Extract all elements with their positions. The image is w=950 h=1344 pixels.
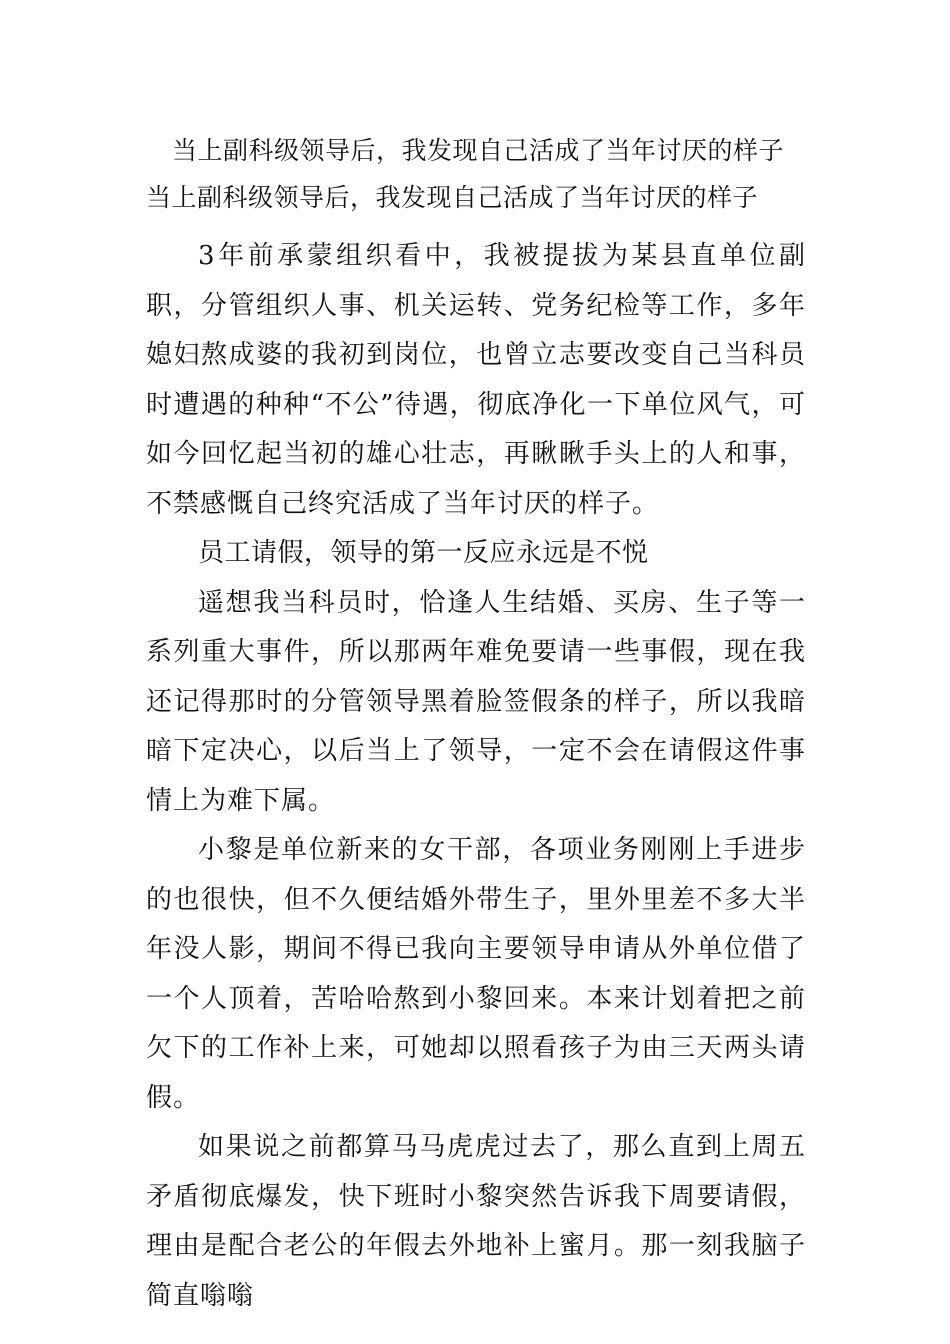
paragraph-conflict: 如果说之前都算马马虎虎过去了，那么直到上周五矛盾彻底爆发，快下班时小黎突然告诉我下周要请假，理由是配合老公的年假去外地补上蜜月。那一刻我脑子简直嗡嗡 [146,1132,806,1311]
paragraph-recollection: 遥想我当科员时，恰逢人生结婚、买房、生子等一系列重大事件，所以那两年难免要请一些事假，现在我还记得那时的分管领导黑着脸签假条的样子，所以我暗暗下定决心，以后当上了领导，一定不会在请假这件事情上为难下属。 [146,587,806,816]
section-heading-leave: 员工请假，领导的第一反应永远是不悦 [198,538,649,568]
paragraph-xiaoli: 小黎是单位新来的女干部，各项业务刚刚上手进步的也很快，但不久便结婚外带生子，里外里差不多大半年没人影，期间不得已我向主要领导申请从外单位借了一个人顶着，苦哈哈熬到小黎回来。本来计划着把之前欠下的工作补上来，可她却以照看孩子为由三天两头请假。 [146,835,806,1113]
document-title-repeat: 当上副科级领导后，我发现自己活成了当年讨厌的样子 [146,183,759,212]
document-title: 当上副科级领导后，我发现自己活成了当年讨厌的样子 [172,136,785,165]
document-body [146,232,806,1321]
paragraph-promotion: 3年前承蒙组织看中，我被提拔为某县直单位副职，分管组织人事、机关运转、党务纪检等工作，多年媳妇熬成婆的我初到岗位，也曾立志要改变自己当科员时遭遇的种种“不公”待遇，彻底净化一下单位风气，可如今回忆起当初的雄心壮志，再瞅瞅手头上的人和事，不禁感慨自己终究活成了当年讨厌的样子。 [146,241,806,519]
